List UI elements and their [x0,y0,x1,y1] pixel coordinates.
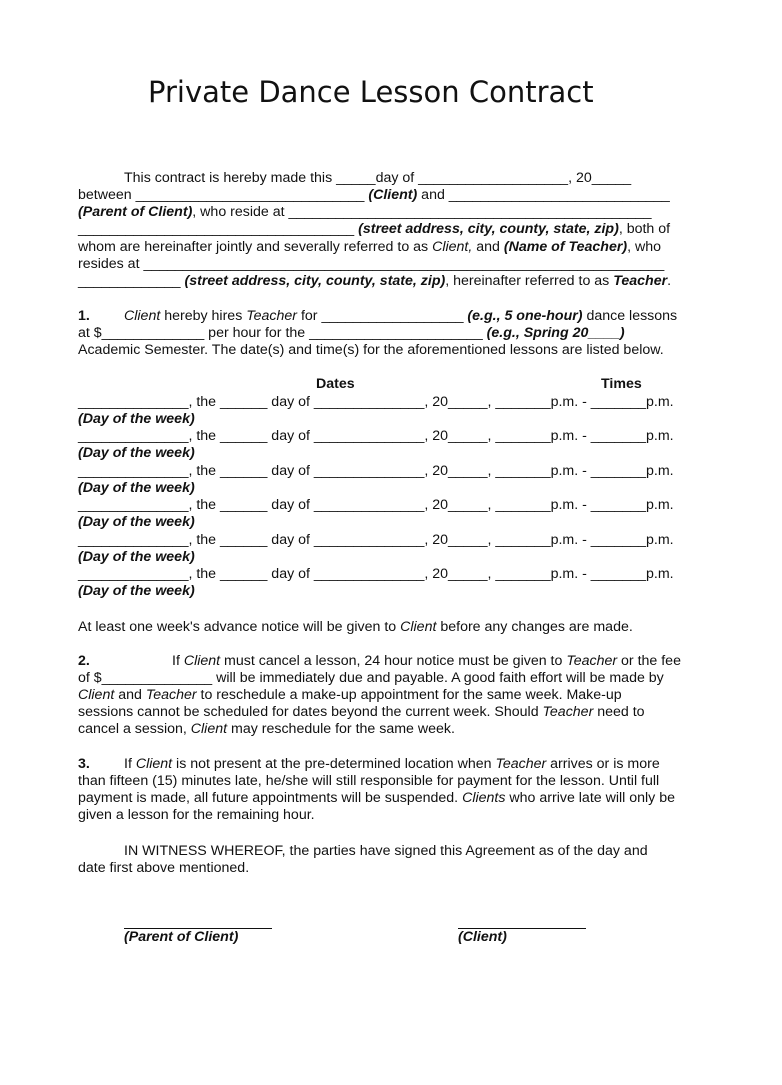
text-italic: Client [124,308,161,324]
text: for __________________ [297,308,468,324]
intro-line-3 [78,204,651,221]
text-italic: Client [183,653,221,669]
section2-number [78,653,90,670]
section1-line-2 [78,325,625,342]
text: or the fee [617,653,681,669]
text: cancel a session, [78,721,191,737]
dates-header: Dates [316,376,355,392]
text-italic: Teacher [495,756,547,772]
section1-number [78,308,90,325]
section1-line-3: Academic Semester. The date(s) and time(s) for the aforementioned lessons are listed below. [78,342,664,358]
text: ___________________________________ [78,221,359,237]
section-number: 3. [78,756,90,772]
section3-line-4: given a lesson for the remaining hour. [78,807,315,823]
text: payment is made, all future appointments will be suspended. [78,790,463,806]
text-italic: Client, [432,239,473,255]
day-of-week-label: (Day of the week) [78,445,195,461]
section-number: 2. [78,653,90,669]
text: arrives or is more [546,756,660,772]
text-italic: Teacher [542,704,594,720]
day-of-week-label: (Day of the week) [78,411,195,427]
parent-signature-label: (Parent of Client) [124,929,239,945]
text: . [667,273,672,289]
text: At least one week's advance notice will be given to [78,619,401,635]
text: to reschedule a make-up appointment for the same week. Make-up [196,687,622,703]
intro-line-1: This contract is hereby made this _____day of ___________________, 20_____ [124,170,632,186]
text-emphasis: (Name of Teacher) [503,239,628,255]
day-of-week-label: (Day of the week) [78,583,195,599]
text-italic: Client [190,721,228,737]
text: whom are hereinafter jointly and severally referred to as [78,239,433,255]
day-of-week-label: (Day of the week) [78,480,195,496]
text: , who [627,239,662,255]
text: dance lessons [582,308,678,324]
text-emphasis: (Parent of Client) [78,204,193,220]
text: _____________ [78,273,185,289]
text: , who reside at ______________________________________________ [192,204,652,220]
day-of-week-label: (Day of the week) [78,549,195,565]
text-emphasis: Teacher [613,273,668,289]
text: is not present at the pre-determined location when [172,756,496,772]
text: and [472,239,504,255]
section3-line-1 [124,756,660,773]
text: If [172,653,184,669]
text: who arrive late will only be [505,790,675,806]
text-italic: Teacher [246,308,297,324]
section3-number [78,756,90,773]
text: , both of [618,221,671,237]
section2-line-2: of $______________ will be immediately due and payable. A good faith effort will be made by [78,670,664,686]
text-emphasis: (street address, city, county, state, zip) [184,273,446,289]
intro-line-2 [78,187,670,204]
text-emphasis: (e.g., Spring 20____) [486,325,625,341]
section3-line-3 [78,790,675,807]
intro-line-7 [78,273,671,290]
text-emphasis: (e.g., 5 one-hour) [467,308,583,324]
schedule-row[interactable]: ______________, the ______ day of ______________, 20_____, _______p.m. - _______p.m. [78,463,674,479]
document-title: Private Dance Lesson Contract [148,75,594,109]
intro-line-4 [78,221,670,238]
text-italic: Teacher [145,687,197,703]
schedule-row[interactable]: ______________, the ______ day of ______________, 20_____, _______p.m. - _______p.m. [78,532,674,548]
schedule-row[interactable]: ______________, the ______ day of ______________, 20_____, _______p.m. - _______p.m. [78,394,674,410]
day-of-week-label: (Day of the week) [78,514,195,530]
section1-line-1 [124,308,677,325]
text: at $_____________ per hour for the ______________________ [78,325,487,341]
text: sessions cannot be scheduled for dates beyond the current week. Should [78,704,543,720]
text-italic: Clients [462,790,506,806]
witness-line-1: IN WITNESS WHEREOF, the parties have signed this Agreement as of the day and [124,843,648,859]
text: must cancel a lesson, 24 hour notice must be given to [220,653,567,669]
intro-line-6: resides at __________________________________________________________________ [78,256,665,272]
schedule-row[interactable]: ______________, the ______ day of ______________, 20_____, _______p.m. - _______p.m. [78,428,674,444]
text: , hereinafter referred to as [445,273,614,289]
text: may reschedule for the same week. [227,721,455,737]
section2-line-3 [78,687,622,704]
text-emphasis: (Client) [368,187,418,203]
section2-line-1 [172,653,681,670]
text: before any changes are made. [436,619,633,635]
text-emphasis: (street address, city, county, state, zip) [358,221,619,237]
text: and [114,687,146,703]
times-header: Times [601,376,642,392]
text: need to [593,704,645,720]
intro-line-5 [78,239,661,256]
text-italic: Client [78,687,115,703]
witness-line-2: date first above mentioned. [78,860,250,876]
section2-line-4 [78,704,645,721]
schedule-row[interactable]: ______________, the ______ day of ______________, 20_____, _______p.m. - _______p.m. [78,566,674,582]
notice-line [78,619,633,636]
text: hereby hires [160,308,247,324]
schedule-row[interactable]: ______________, the ______ day of ______________, 20_____, _______p.m. - _______p.m. [78,497,674,513]
section-number: 1. [78,308,90,324]
text-italic: Client [400,619,437,635]
section2-line-5 [78,721,455,738]
section3-line-2: than fifteen (15) minutes late, he/she will still responsible for payment for the lesson. Until full [78,773,660,789]
text: If [124,756,136,772]
client-signature-label: (Client) [458,929,507,945]
text: and ____________________________ [417,187,670,203]
text: between _____________________________ [78,187,369,203]
text-italic: Client [135,756,173,772]
text-italic: Teacher [566,653,618,669]
